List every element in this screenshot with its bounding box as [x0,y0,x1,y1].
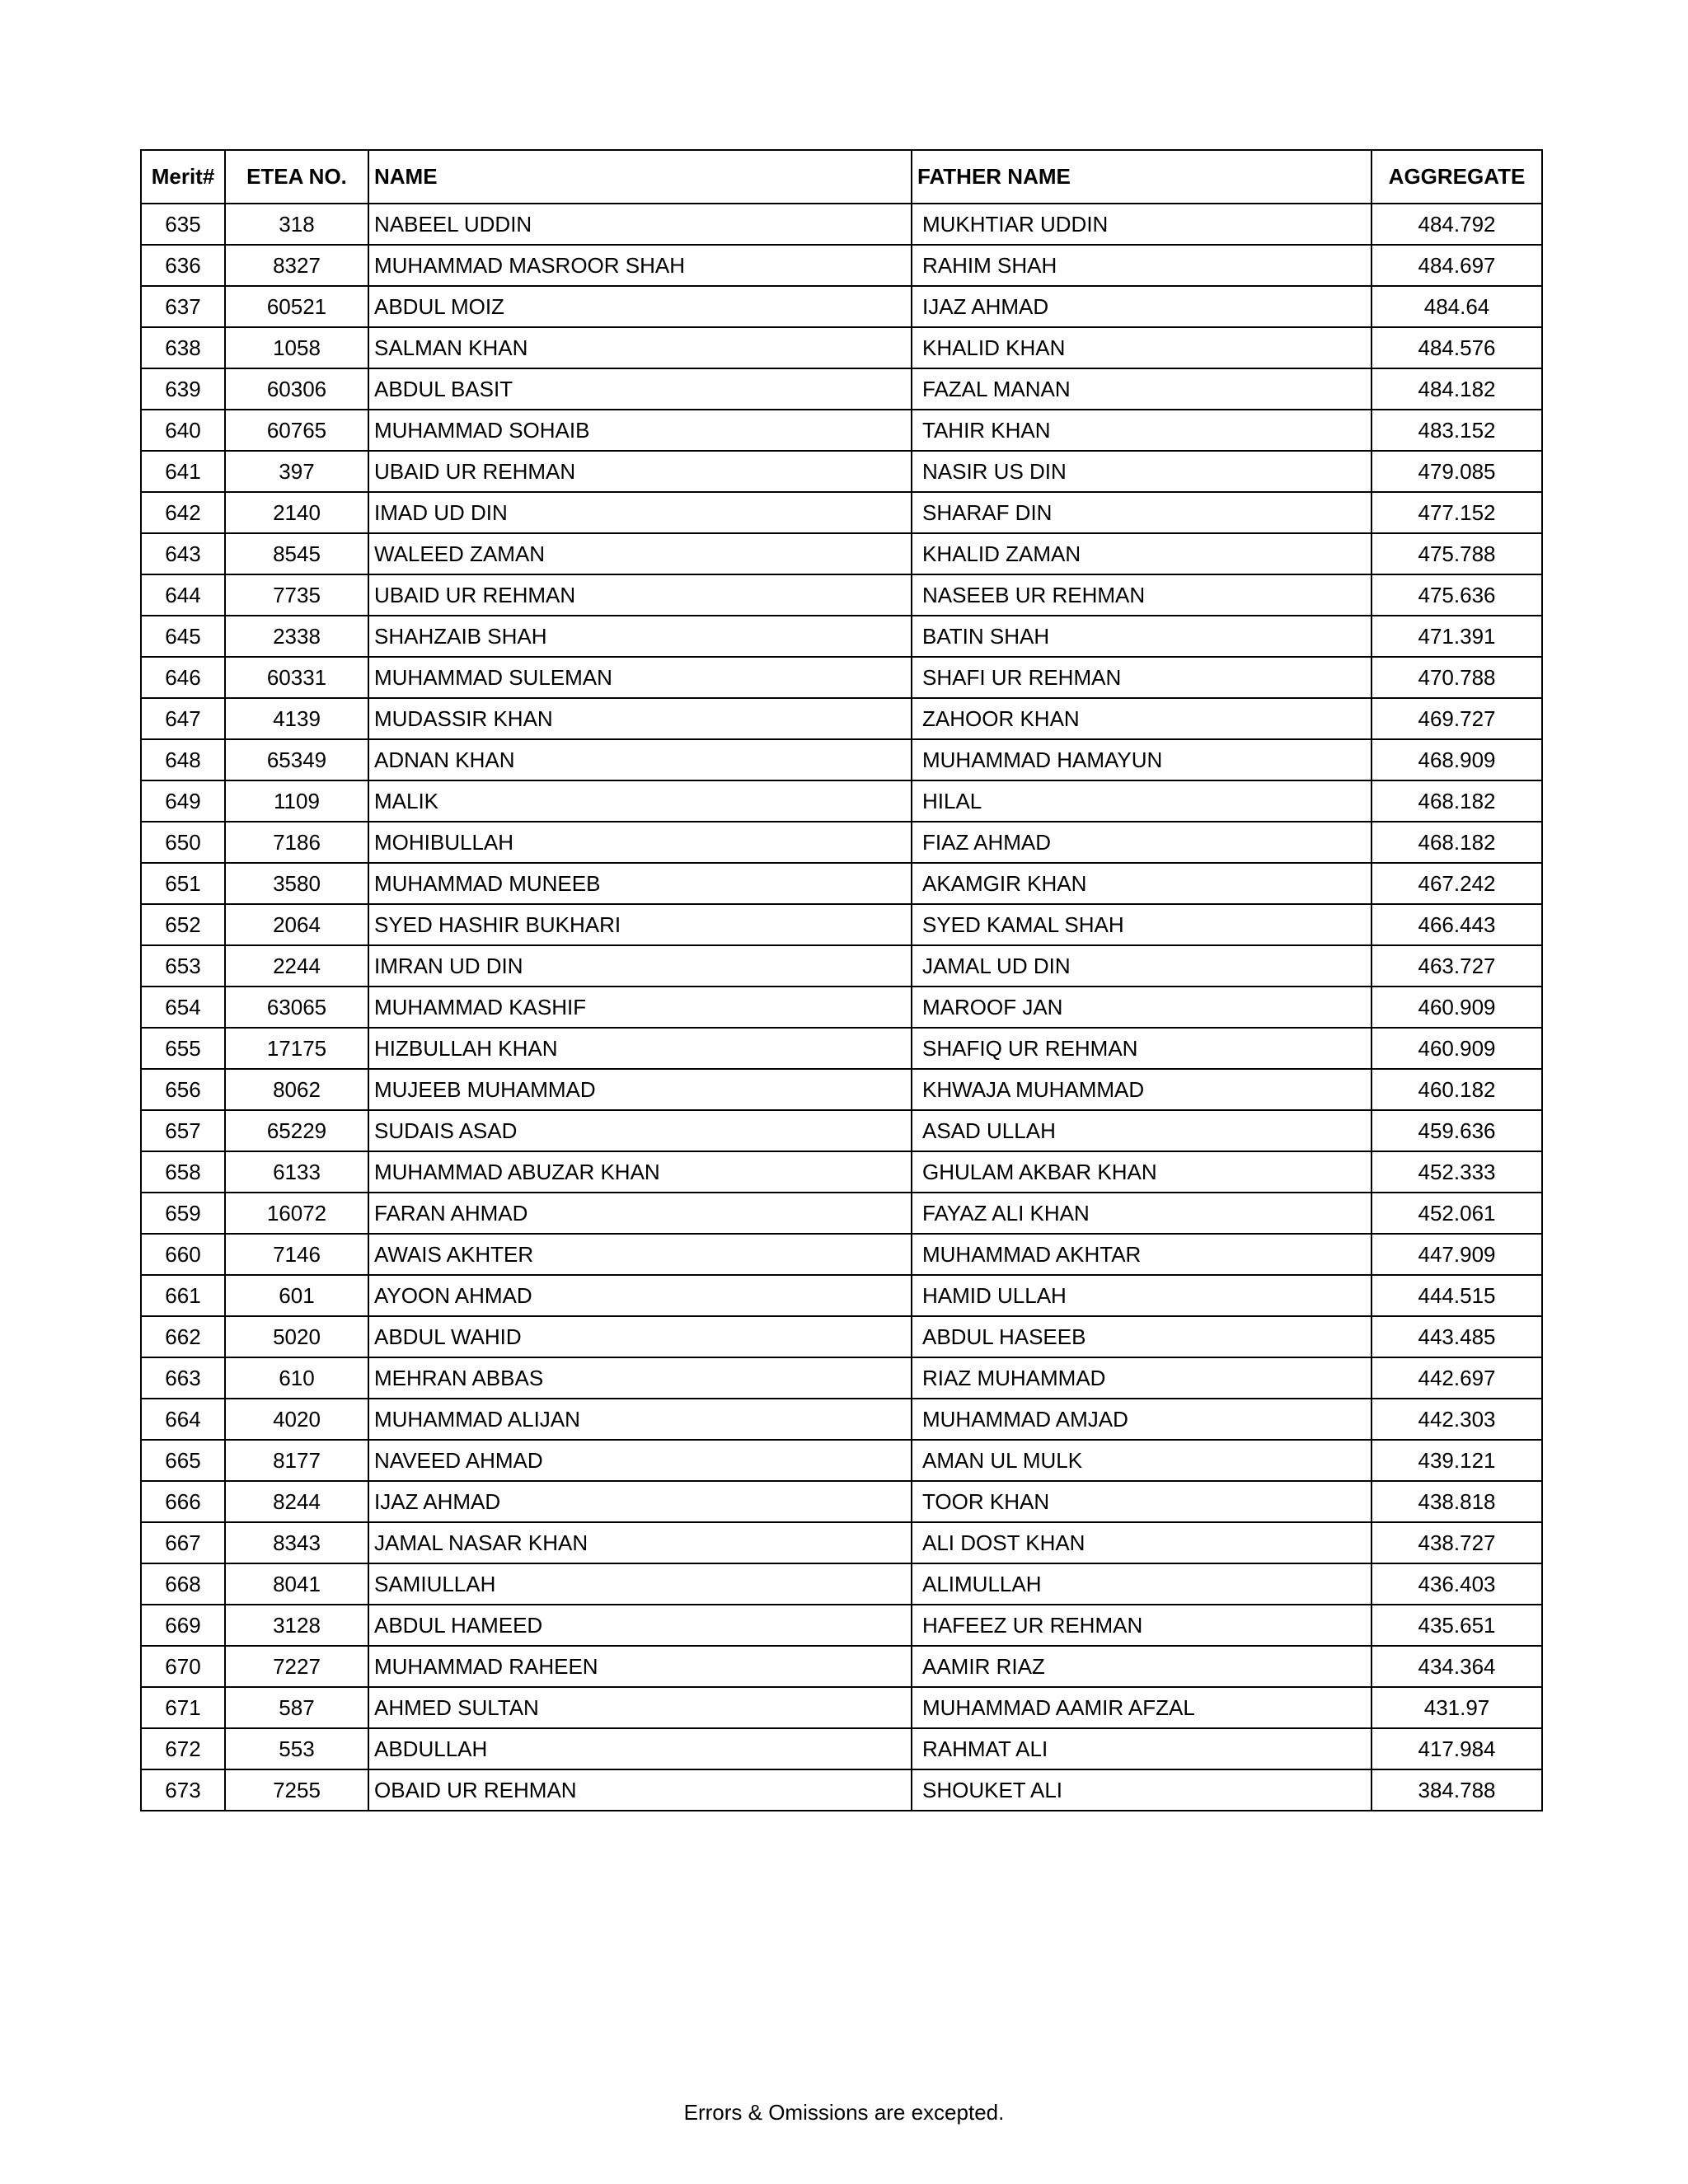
cell-merit: 642 [141,492,225,533]
cell-etea-no: 7255 [225,1769,368,1811]
cell-aggregate: 460.909 [1372,1028,1542,1069]
cell-merit: 658 [141,1151,225,1193]
cell-father-name: ASAD ULLAH [912,1110,1372,1151]
cell-etea-no: 4020 [225,1399,368,1440]
cell-etea-no: 2064 [225,904,368,945]
cell-etea-no: 3128 [225,1605,368,1646]
cell-etea-no: 16072 [225,1193,368,1234]
table-row [141,1151,1542,1193]
table-row [141,987,1542,1028]
cell-aggregate: 434.364 [1372,1646,1542,1687]
cell-aggregate: 443.485 [1372,1316,1542,1357]
table-row [141,1687,1542,1728]
cell-etea-no: 587 [225,1687,368,1728]
cell-father-name: ALIMULLAH [912,1563,1372,1605]
header-merit: Merit# [141,150,225,204]
header-name: NAME [368,150,912,204]
cell-father-name: TOOR KHAN [912,1481,1372,1522]
cell-aggregate: 466.443 [1372,904,1542,945]
cell-etea-no: 2338 [225,616,368,657]
cell-merit: 651 [141,863,225,904]
cell-etea-no: 397 [225,451,368,492]
table-row [141,616,1542,657]
cell-father-name: MAROOF JAN [912,987,1372,1028]
cell-aggregate: 431.97 [1372,1687,1542,1728]
cell-name: HIZBULLAH KHAN [368,1028,912,1069]
table-row [141,492,1542,533]
header-aggregate: AGGREGATE [1372,150,1542,204]
cell-father-name: FIAZ AHMAD [912,822,1372,863]
cell-etea-no: 3580 [225,863,368,904]
cell-father-name: MUHAMMAD AMJAD [912,1399,1372,1440]
cell-aggregate: 469.727 [1372,698,1542,739]
cell-name: JAMAL NASAR KHAN [368,1522,912,1563]
table-row [141,245,1542,286]
cell-aggregate: 459.636 [1372,1110,1542,1151]
cell-merit: 661 [141,1275,225,1316]
cell-merit: 662 [141,1316,225,1357]
cell-aggregate: 467.242 [1372,863,1542,904]
cell-father-name: KHALID ZAMAN [912,533,1372,574]
cell-father-name: KHALID KHAN [912,327,1372,368]
cell-merit: 669 [141,1605,225,1646]
cell-merit: 638 [141,327,225,368]
cell-name: AYOON AHMAD [368,1275,912,1316]
cell-etea-no: 2140 [225,492,368,533]
cell-name: NAVEED AHMAD [368,1440,912,1481]
cell-aggregate: 435.651 [1372,1605,1542,1646]
cell-merit: 665 [141,1440,225,1481]
cell-father-name: MUKHTIAR UDDIN [912,204,1372,245]
table-row [141,574,1542,616]
cell-etea-no: 60306 [225,368,368,410]
table-row [141,1357,1542,1399]
table-row [141,1522,1542,1563]
merit-list-table [140,149,1543,1811]
cell-father-name: MUHAMMAD HAMAYUN [912,739,1372,780]
table-row [141,739,1542,780]
cell-father-name: SHAFI UR REHMAN [912,657,1372,698]
cell-merit: 645 [141,616,225,657]
cell-aggregate: 475.788 [1372,533,1542,574]
cell-etea-no: 7146 [225,1234,368,1275]
cell-etea-no: 1109 [225,780,368,822]
cell-father-name: SYED KAMAL SHAH [912,904,1372,945]
cell-etea-no: 17175 [225,1028,368,1069]
cell-name: ABDULLAH [368,1728,912,1769]
cell-etea-no: 63065 [225,987,368,1028]
cell-father-name: ABDUL HASEEB [912,1316,1372,1357]
cell-father-name: RAHIM SHAH [912,245,1372,286]
table-row [141,533,1542,574]
cell-etea-no: 8343 [225,1522,368,1563]
cell-name: AWAIS AKHTER [368,1234,912,1275]
cell-merit: 636 [141,245,225,286]
table-row [141,368,1542,410]
cell-name: ABDUL HAMEED [368,1605,912,1646]
cell-name: ADNAN KHAN [368,739,912,780]
cell-aggregate: 470.788 [1372,657,1542,698]
cell-name: SALMAN KHAN [368,327,912,368]
cell-aggregate: 477.152 [1372,492,1542,533]
cell-etea-no: 60765 [225,410,368,451]
cell-name: UBAID UR REHMAN [368,574,912,616]
cell-merit: 644 [141,574,225,616]
cell-merit: 660 [141,1234,225,1275]
cell-aggregate: 460.182 [1372,1069,1542,1110]
cell-father-name: RAHMAT ALI [912,1728,1372,1769]
table-row [141,327,1542,368]
cell-etea-no: 8041 [225,1563,368,1605]
cell-merit: 646 [141,657,225,698]
cell-merit: 671 [141,1687,225,1728]
cell-father-name: NASIR US DIN [912,451,1372,492]
table-row [141,863,1542,904]
cell-etea-no: 8545 [225,533,368,574]
cell-aggregate: 447.909 [1372,1234,1542,1275]
cell-aggregate: 463.727 [1372,945,1542,987]
cell-aggregate: 484.697 [1372,245,1542,286]
cell-father-name: FAYAZ ALI KHAN [912,1193,1372,1234]
table-row [141,1728,1542,1769]
cell-etea-no: 7227 [225,1646,368,1687]
cell-etea-no: 65349 [225,739,368,780]
cell-father-name: BATIN SHAH [912,616,1372,657]
cell-merit: 667 [141,1522,225,1563]
cell-aggregate: 475.636 [1372,574,1542,616]
table-row [141,822,1542,863]
cell-merit: 668 [141,1563,225,1605]
cell-etea-no: 8244 [225,1481,368,1522]
cell-aggregate: 452.061 [1372,1193,1542,1234]
cell-merit: 655 [141,1028,225,1069]
table-row [141,1563,1542,1605]
cell-name: MEHRAN ABBAS [368,1357,912,1399]
cell-father-name: MUHAMMAD AKHTAR [912,1234,1372,1275]
cell-merit: 652 [141,904,225,945]
cell-merit: 673 [141,1769,225,1811]
cell-merit: 637 [141,286,225,327]
cell-name: ABDUL MOIZ [368,286,912,327]
cell-aggregate: 439.121 [1372,1440,1542,1481]
cell-etea-no: 4139 [225,698,368,739]
table-row [141,780,1542,822]
cell-father-name: MUHAMMAD AAMIR AFZAL [912,1687,1372,1728]
cell-name: SUDAIS ASAD [368,1110,912,1151]
table-row [141,657,1542,698]
cell-merit: 640 [141,410,225,451]
table-row [141,1110,1542,1151]
table-row [141,1193,1542,1234]
cell-merit: 639 [141,368,225,410]
cell-merit: 663 [141,1357,225,1399]
table-row [141,410,1542,451]
table-row [141,451,1542,492]
cell-merit: 650 [141,822,225,863]
cell-name: MALIK [368,780,912,822]
cell-name: MUJEEB MUHAMMAD [368,1069,912,1110]
cell-merit: 659 [141,1193,225,1234]
cell-name: MUHAMMAD MUNEEB [368,863,912,904]
cell-etea-no: 60521 [225,286,368,327]
table-row [141,204,1542,245]
table-row [141,1234,1542,1275]
cell-father-name: FAZAL MANAN [912,368,1372,410]
cell-merit: 666 [141,1481,225,1522]
table-row [141,1069,1542,1110]
table-row [141,1028,1542,1069]
cell-father-name: ZAHOOR KHAN [912,698,1372,739]
cell-aggregate: 468.909 [1372,739,1542,780]
table-row [141,1605,1542,1646]
cell-name: SHAHZAIB SHAH [368,616,912,657]
cell-name: FARAN AHMAD [368,1193,912,1234]
cell-name: UBAID UR REHMAN [368,451,912,492]
table-body [141,204,1542,1811]
table-row [141,1769,1542,1811]
cell-aggregate: 452.333 [1372,1151,1542,1193]
cell-father-name: AMAN UL MULK [912,1440,1372,1481]
cell-aggregate: 484.576 [1372,327,1542,368]
cell-merit: 635 [141,204,225,245]
cell-aggregate: 468.182 [1372,780,1542,822]
cell-father-name: HILAL [912,780,1372,822]
cell-etea-no: 601 [225,1275,368,1316]
cell-name: MOHIBULLAH [368,822,912,863]
cell-etea-no: 5020 [225,1316,368,1357]
cell-etea-no: 8062 [225,1069,368,1110]
cell-name: AHMED SULTAN [368,1687,912,1728]
footer-note: Errors & Omissions are excepted. [683,2100,1005,2125]
cell-name: MUHAMMAD RAHEEN [368,1646,912,1687]
table-row [141,1399,1542,1440]
cell-name: IMAD UD DIN [368,492,912,533]
cell-aggregate: 483.152 [1372,410,1542,451]
cell-merit: 653 [141,945,225,987]
cell-name: SAMIULLAH [368,1563,912,1605]
cell-aggregate: 384.788 [1372,1769,1542,1811]
cell-merit: 648 [141,739,225,780]
cell-name: OBAID UR REHMAN [368,1769,912,1811]
cell-aggregate: 471.391 [1372,616,1542,657]
cell-father-name: TAHIR KHAN [912,410,1372,451]
cell-etea-no: 2244 [225,945,368,987]
cell-name: ABDUL BASIT [368,368,912,410]
table-header-row [141,150,1542,204]
cell-merit: 657 [141,1110,225,1151]
cell-father-name: AKAMGIR KHAN [912,863,1372,904]
cell-name: MUHAMMAD ALIJAN [368,1399,912,1440]
cell-etea-no: 7186 [225,822,368,863]
cell-merit: 656 [141,1069,225,1110]
cell-etea-no: 8177 [225,1440,368,1481]
cell-merit: 641 [141,451,225,492]
cell-aggregate: 438.818 [1372,1481,1542,1522]
cell-etea-no: 65229 [225,1110,368,1151]
cell-name: ABDUL WAHID [368,1316,912,1357]
table-row [141,1481,1542,1522]
cell-aggregate: 479.085 [1372,451,1542,492]
cell-merit: 643 [141,533,225,574]
cell-etea-no: 318 [225,204,368,245]
cell-name: SYED HASHIR BUKHARI [368,904,912,945]
cell-etea-no: 610 [225,1357,368,1399]
table-row [141,1275,1542,1316]
cell-merit: 654 [141,987,225,1028]
table-row [141,1316,1542,1357]
table-row [141,286,1542,327]
table-row [141,698,1542,739]
cell-merit: 649 [141,780,225,822]
cell-etea-no: 60331 [225,657,368,698]
cell-aggregate: 468.182 [1372,822,1542,863]
cell-aggregate: 484.64 [1372,286,1542,327]
cell-name: MUDASSIR KHAN [368,698,912,739]
cell-aggregate: 442.303 [1372,1399,1542,1440]
cell-aggregate: 460.909 [1372,987,1542,1028]
header-father-name: FATHER NAME [912,150,1372,204]
table-row [141,1440,1542,1481]
cell-father-name: HAMID ULLAH [912,1275,1372,1316]
cell-merit: 664 [141,1399,225,1440]
cell-father-name: NASEEB UR REHMAN [912,574,1372,616]
cell-father-name: SHAFIQ UR REHMAN [912,1028,1372,1069]
cell-aggregate: 438.727 [1372,1522,1542,1563]
cell-father-name: KHWAJA MUHAMMAD [912,1069,1372,1110]
cell-etea-no: 553 [225,1728,368,1769]
cell-name: MUHAMMAD SULEMAN [368,657,912,698]
cell-etea-no: 6133 [225,1151,368,1193]
cell-etea-no: 1058 [225,327,368,368]
table-row [141,1646,1542,1687]
cell-name: MUHAMMAD ABUZAR KHAN [368,1151,912,1193]
cell-aggregate: 444.515 [1372,1275,1542,1316]
table-row [141,945,1542,987]
cell-etea-no: 7735 [225,574,368,616]
cell-father-name: AAMIR RIAZ [912,1646,1372,1687]
cell-name: NABEEL UDDIN [368,204,912,245]
cell-etea-no: 8327 [225,245,368,286]
cell-aggregate: 484.792 [1372,204,1542,245]
cell-father-name: IJAZ AHMAD [912,286,1372,327]
header-etea-no: ETEA NO. [225,150,368,204]
cell-aggregate: 436.403 [1372,1563,1542,1605]
cell-name: MUHAMMAD KASHIF [368,987,912,1028]
cell-father-name: JAMAL UD DIN [912,945,1372,987]
cell-name: WALEED ZAMAN [368,533,912,574]
table-row [141,904,1542,945]
cell-name: MUHAMMAD MASROOR SHAH [368,245,912,286]
cell-father-name: SHARAF DIN [912,492,1372,533]
cell-aggregate: 442.697 [1372,1357,1542,1399]
cell-merit: 670 [141,1646,225,1687]
cell-name: IMRAN UD DIN [368,945,912,987]
cell-aggregate: 484.182 [1372,368,1542,410]
cell-father-name: ALI DOST KHAN [912,1522,1372,1563]
cell-aggregate: 417.984 [1372,1728,1542,1769]
cell-father-name: RIAZ MUHAMMAD [912,1357,1372,1399]
cell-merit: 647 [141,698,225,739]
cell-name: MUHAMMAD SOHAIB [368,410,912,451]
cell-name: IJAZ AHMAD [368,1481,912,1522]
cell-father-name: GHULAM AKBAR KHAN [912,1151,1372,1193]
cell-father-name: SHOUKET ALI [912,1769,1372,1811]
cell-father-name: HAFEEZ UR REHMAN [912,1605,1372,1646]
cell-merit: 672 [141,1728,225,1769]
